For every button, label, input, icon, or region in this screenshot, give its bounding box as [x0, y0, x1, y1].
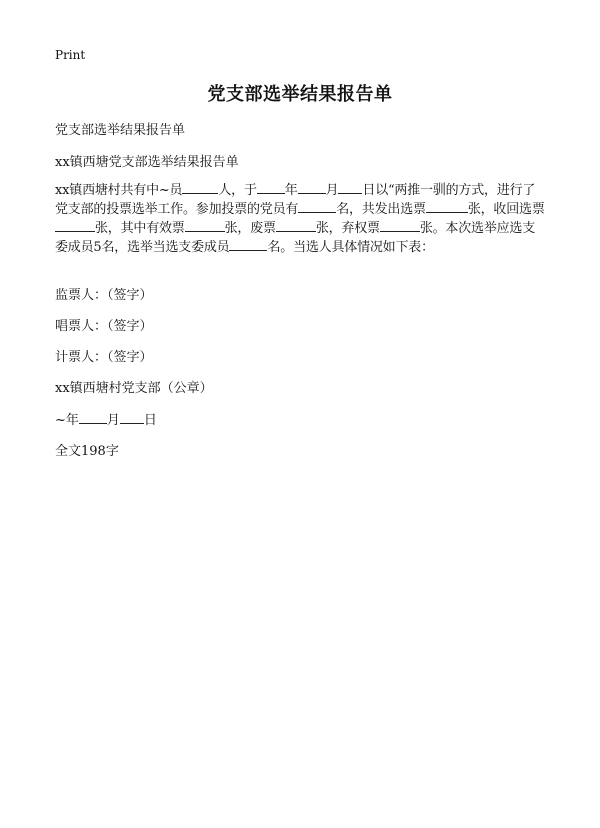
- body-text: 名。当选人具体情况如下表：: [267, 240, 434, 255]
- print-label: Print: [55, 48, 86, 62]
- fill-blank: [185, 219, 225, 232]
- document-subtitle: 党支部选举结果报告单: [55, 123, 186, 138]
- date-day: 日: [143, 413, 157, 428]
- date-line: [55, 409, 157, 428]
- document-body: [55, 181, 545, 257]
- fill-blank: [298, 200, 336, 213]
- body-text: 张。本次选举应选支委成员5名，选举当选支委成员: [55, 221, 536, 255]
- body-text: 月: [325, 183, 339, 198]
- body-text: 人，于: [218, 183, 257, 198]
- document-title: 党支部选举结果报告单: [207, 84, 393, 105]
- counter-signature: 计票人：（签字）: [55, 350, 153, 365]
- fill-blank: [338, 181, 362, 194]
- body-text: xx镇西塘村共有中~员: [55, 183, 183, 198]
- date-month: 月: [106, 413, 120, 428]
- body-text: 张，其中有效票: [95, 221, 185, 236]
- document-heading: xx镇西塘党支部选举结果报告单: [55, 155, 239, 170]
- body-text: 日以“两推一驯的方式，进行了党支部的投票选举工作。参加投票的党员有: [55, 183, 536, 217]
- body-text: 张，收回选票: [467, 202, 545, 217]
- fill-blank: [120, 411, 144, 424]
- date-year: ~年: [55, 413, 79, 428]
- body-text: 年: [284, 183, 298, 198]
- fill-blank: [182, 181, 218, 194]
- fill-blank: [380, 219, 420, 232]
- body-text: 名，共发出选票: [336, 202, 426, 217]
- caller-signature: 唱票人：（签字）: [55, 319, 153, 334]
- word-count: 全文198字: [55, 444, 119, 459]
- fill-blank: [276, 219, 316, 232]
- fill-blank: [79, 411, 107, 424]
- fill-blank: [55, 219, 95, 232]
- fill-blank: [257, 181, 285, 194]
- fill-blank: [298, 181, 326, 194]
- party-branch-seal: xx镇西塘村党支部（公章）: [55, 381, 213, 396]
- monitor-signature: 监票人：（签字）: [55, 288, 153, 303]
- body-text: 张，弃权票: [315, 221, 380, 236]
- fill-blank: [229, 238, 267, 251]
- fill-blank: [426, 200, 468, 213]
- body-text: 张，废票: [224, 221, 276, 236]
